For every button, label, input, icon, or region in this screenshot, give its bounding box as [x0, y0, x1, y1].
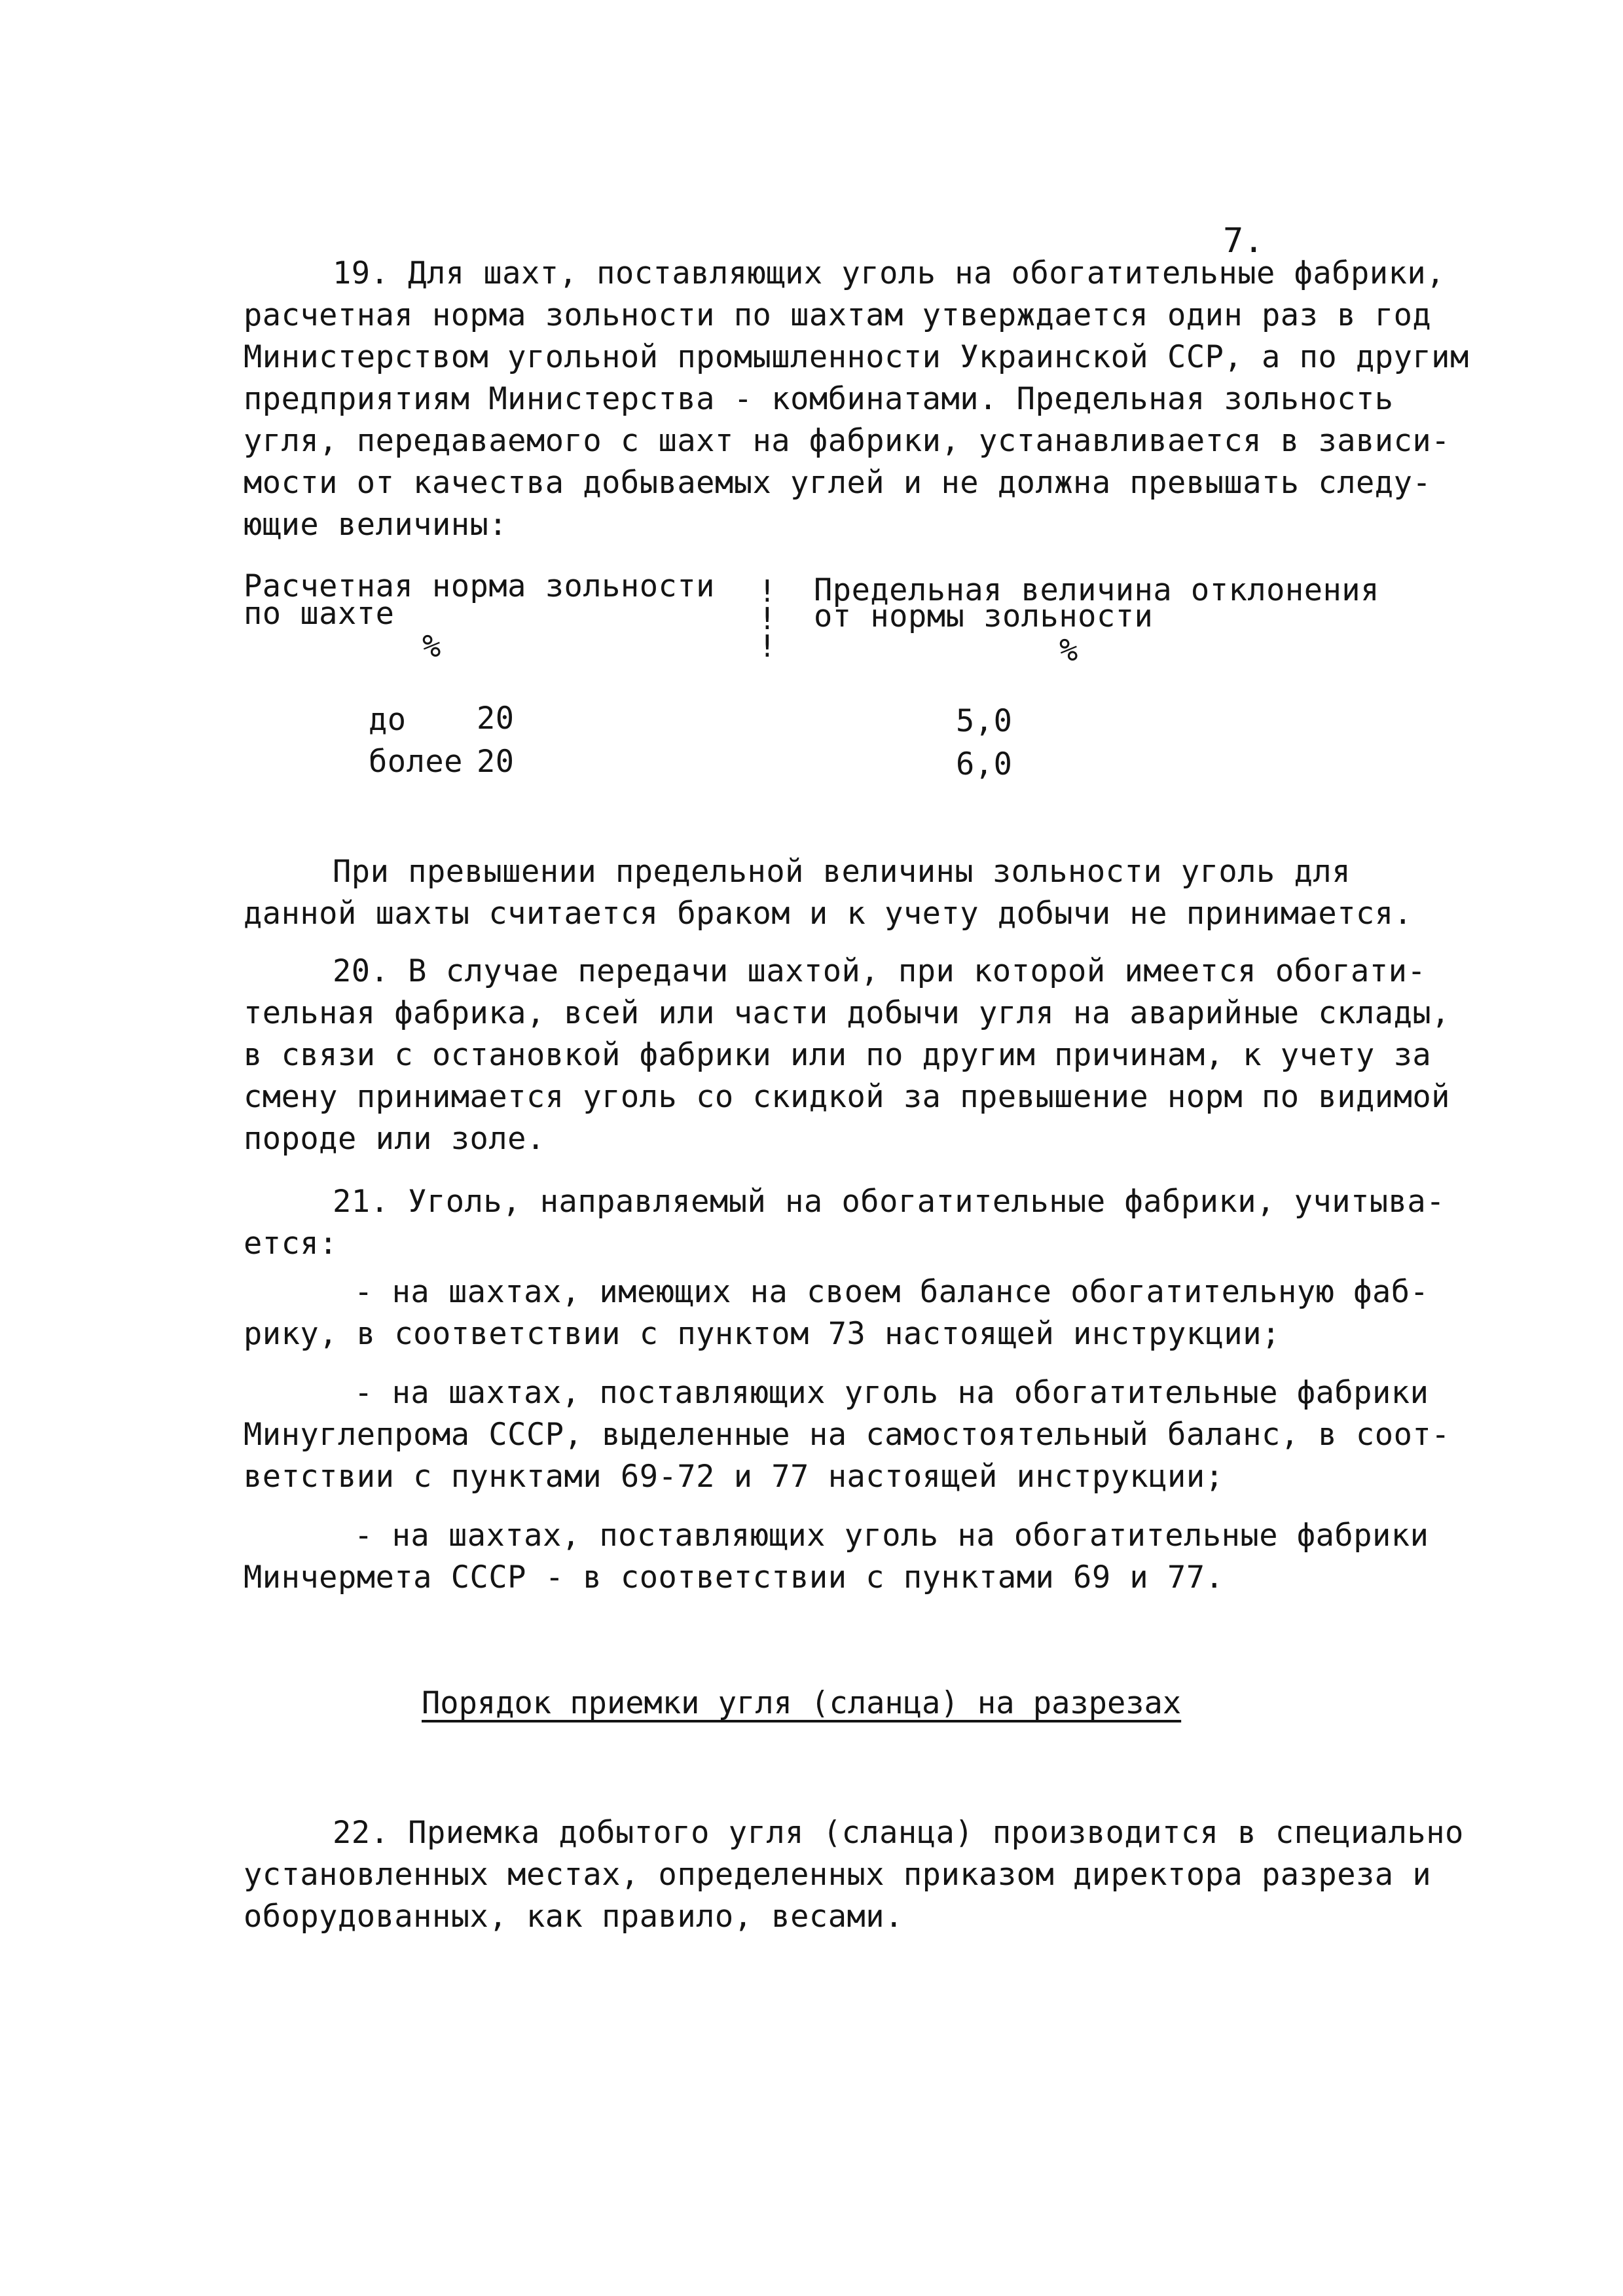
row-label: более — [369, 744, 463, 780]
row-norm: 20 — [477, 701, 515, 737]
row-label: до — [369, 702, 407, 738]
text-line: данной шахты считается браком и к учету добычи не принимается. — [244, 896, 1413, 932]
text-line: - на шахтах, поставляющих уголь на обогатительные фабрики — [354, 1375, 1429, 1411]
text-line: 19. Для шахт, поставляющих уголь на обогатительные фабрики, — [333, 255, 1445, 291]
page-number: 7. — [1223, 221, 1264, 261]
text-line: тельная фабрика, всей или части добычи угля на аварийные склады, — [244, 995, 1450, 1031]
row-deviation: 5,0 — [956, 703, 1013, 739]
text-line: рику, в соответствии с пунктом 73 настоящей инструкции; — [244, 1316, 1281, 1352]
text-line: породе или золе. — [244, 1121, 545, 1157]
text-line: расчетная норма зольности по шахтам утверждается один раз в год — [244, 297, 1432, 333]
text-line: Минуглепрома СССР, выделенные на самостоятельный баланс, в соот- — [244, 1417, 1450, 1453]
text-line: мости от качества добываемых углей и не должна превышать следу- — [244, 465, 1432, 501]
text-line: Минчермета СССР - в соответствии с пунктами 69 и 77. — [244, 1559, 1224, 1595]
section-heading: Порядок приемки угля (сланца) на разрезах — [422, 1685, 1182, 1721]
text-line: ющие величины: — [244, 507, 508, 543]
text-line: ветствии с пунктами 69-72 и 77 настоящей инструкции; — [244, 1459, 1224, 1495]
column-separator: ! — [758, 629, 776, 664]
table-header-deviation: Предельная величина отклонения — [814, 572, 1379, 608]
row-norm: 20 — [477, 744, 515, 780]
column-separator: ! — [758, 574, 776, 609]
text-line: в связи с остановкой фабрики или по другим причинам, к учету за — [244, 1037, 1432, 1073]
text-line: смену принимается уголь со скидкой за превышение норм по видимой — [244, 1079, 1450, 1115]
text-line: угля, передаваемого с шахт на фабрики, устанавливается в зависи- — [244, 423, 1450, 459]
text-line: оборудованных, как правило, весами. — [244, 1899, 903, 1935]
table-header-norm: по шахте — [244, 596, 395, 632]
row-deviation: 6,0 — [956, 746, 1013, 782]
text-line: При превышении предельной величины зольности уголь для — [333, 854, 1351, 890]
text-line: - на шахтах, поставляющих уголь на обогатительные фабрики — [354, 1518, 1429, 1554]
text-line: установленных местах, определенных приказом директора разреза и — [244, 1857, 1432, 1893]
text-line: 21. Уголь, направляемый на обогатительные фабрики, учитыва- — [333, 1184, 1445, 1220]
text-line: Министерством угольной промышленности Украинской ССР, а по другим — [244, 339, 1469, 375]
table-header-norm: Расчетная норма зольности — [244, 568, 715, 604]
text-line: ется: — [244, 1226, 338, 1262]
table-unit-percent: % — [422, 629, 441, 665]
text-line: предприятиям Министерства - комбинатами. Предельная зольность — [244, 381, 1394, 417]
table-header-deviation: от нормы зольности — [814, 598, 1154, 634]
table-unit-percent: % — [1059, 632, 1078, 668]
column-separator: ! — [758, 601, 776, 636]
text-line: - на шахтах, имеющих на своем балансе обогатительную фаб- — [354, 1274, 1429, 1310]
text-line: 22. Приемка добытого угля (сланца) производится в специально — [333, 1815, 1464, 1851]
text-line: 20. В случае передачи шахтой, при которой имеется обогати- — [333, 953, 1427, 989]
